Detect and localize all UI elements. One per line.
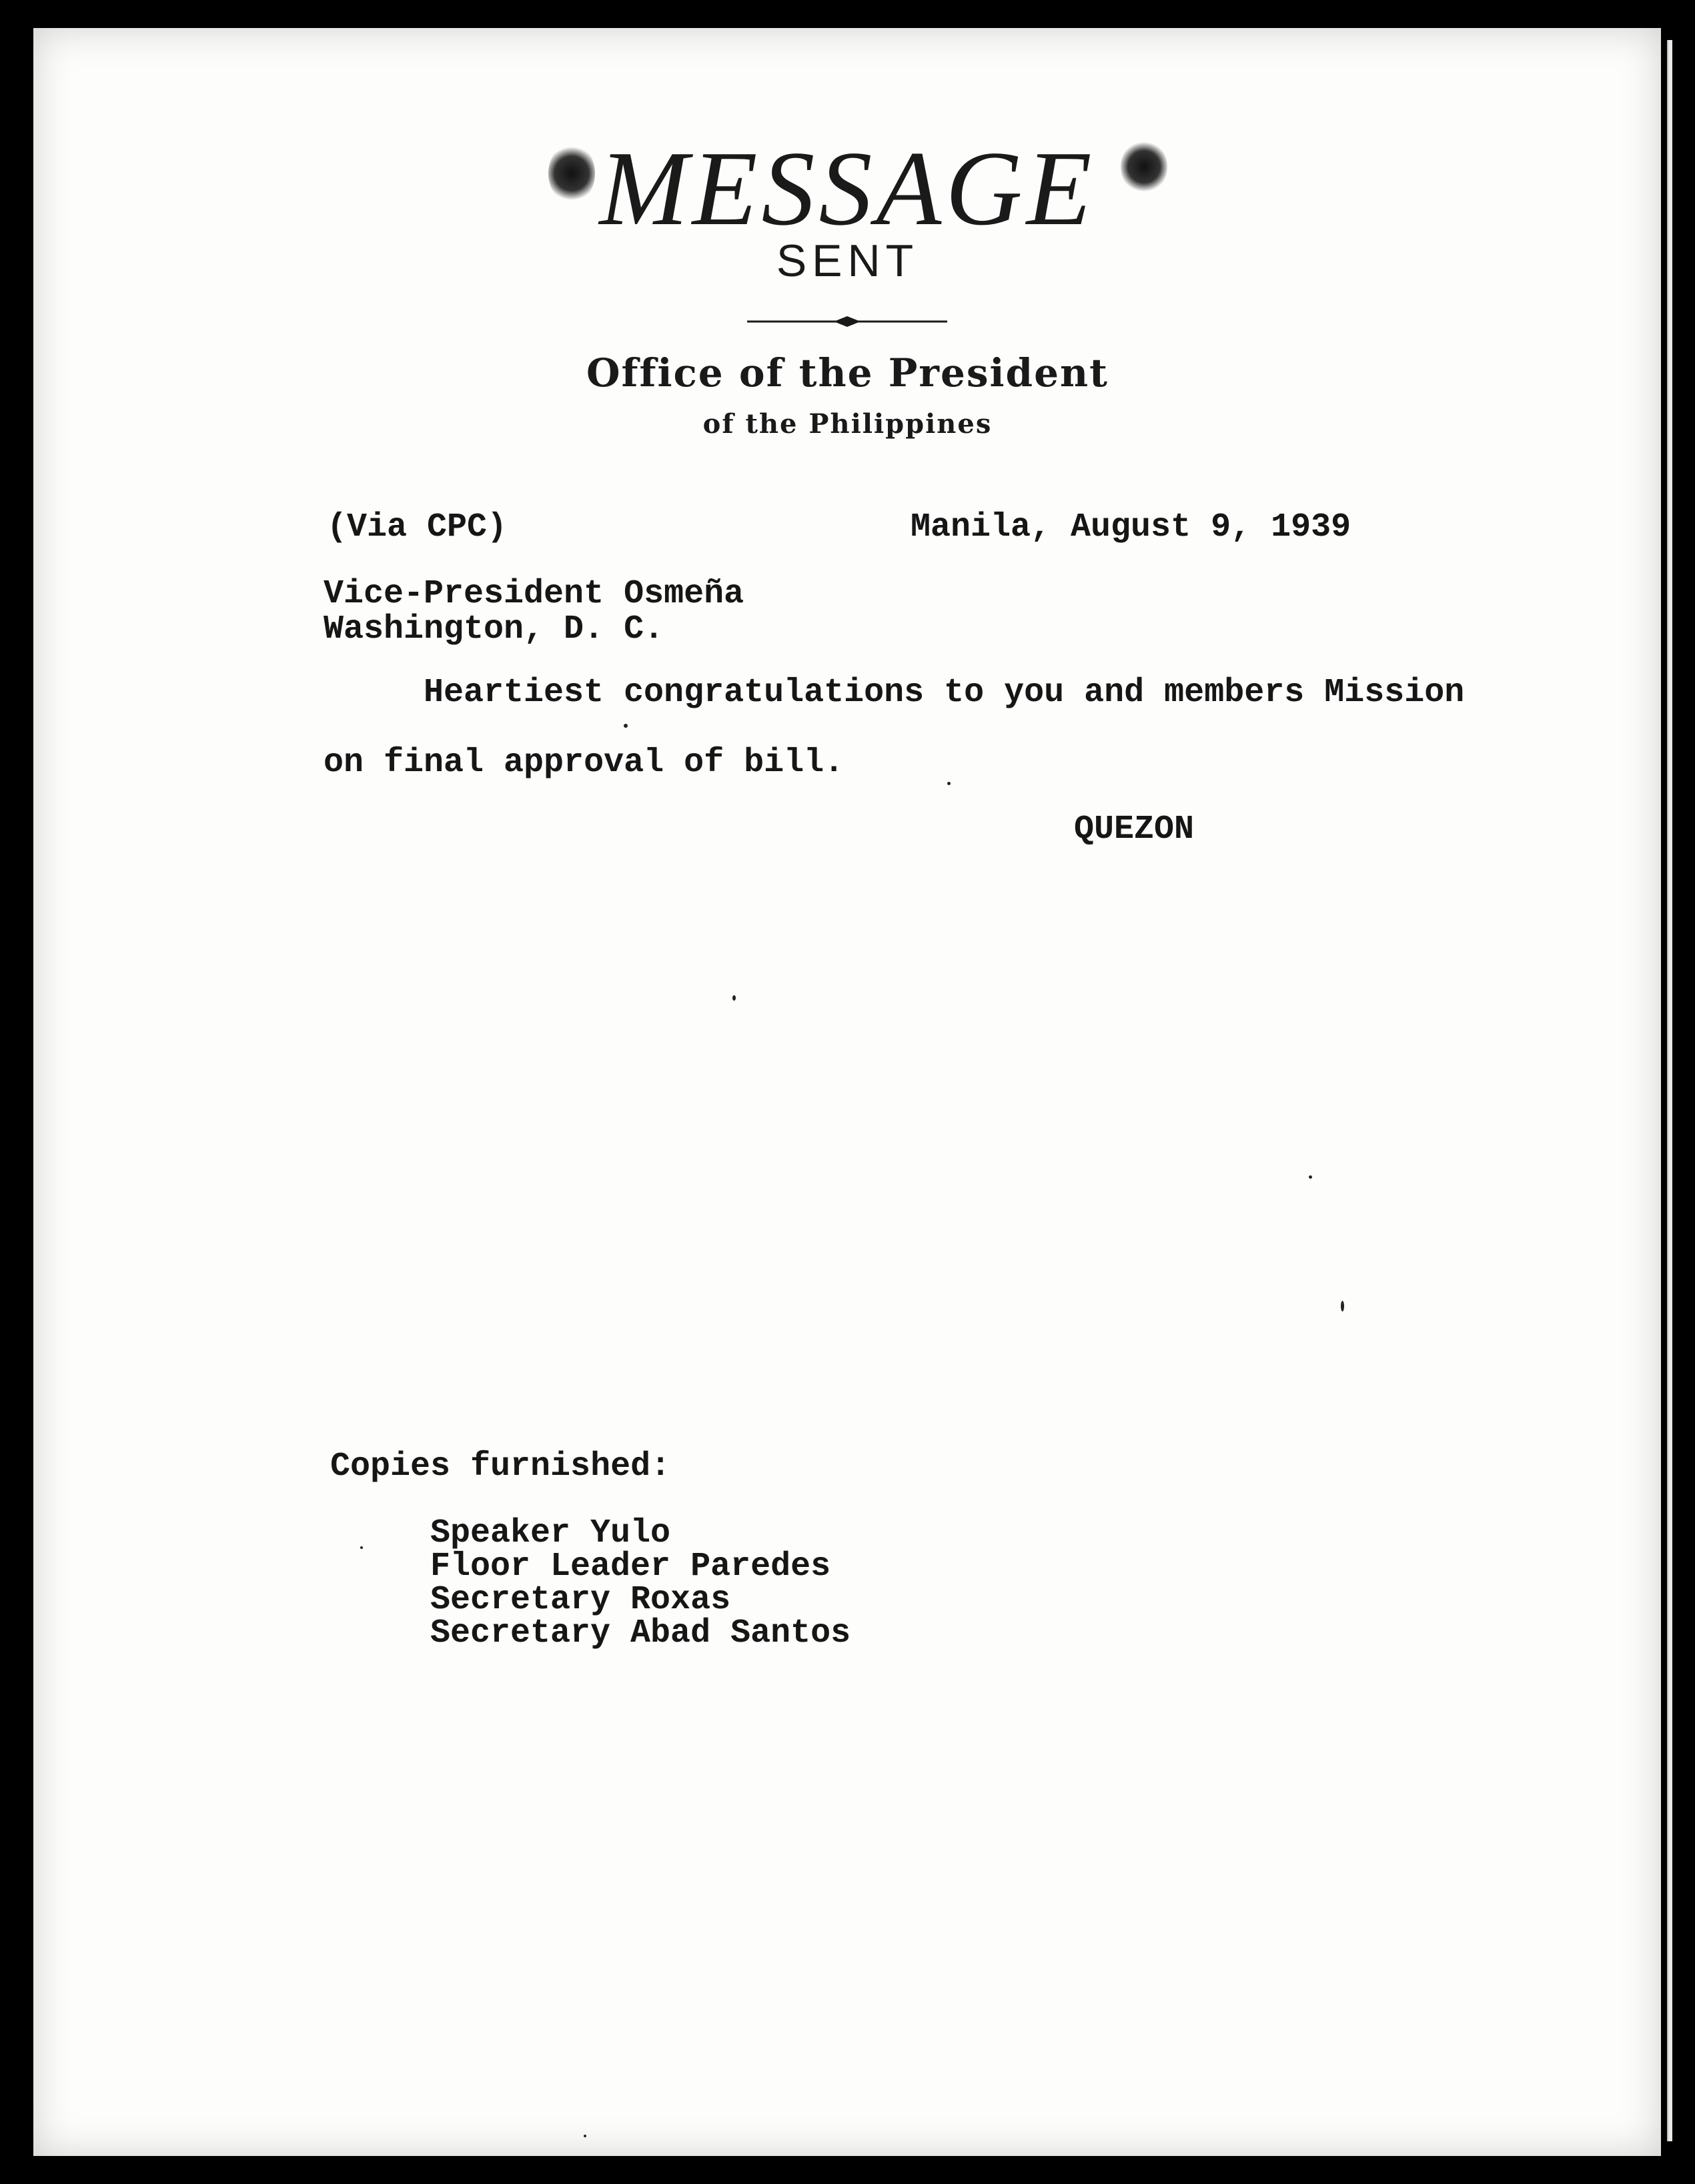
copies-heading: Copies furnished: <box>330 1448 671 1486</box>
ornamental-rule <box>747 315 947 328</box>
place-date: Manila, August 9, 1939 <box>911 508 1351 546</box>
speck <box>360 1546 363 1549</box>
speck <box>624 724 628 728</box>
office-title: Office of the President <box>586 350 1109 396</box>
speck <box>732 995 736 1001</box>
speck <box>1309 1175 1312 1179</box>
office-subtitle: of the Philippines <box>702 408 993 440</box>
paper-sheet <box>33 28 1661 2156</box>
via-line: (Via CPC) <box>327 508 508 546</box>
copies-recipient: Floor Leader Paredes <box>430 1548 831 1586</box>
signature: QUEZON <box>1074 810 1195 849</box>
speck <box>1341 1301 1344 1311</box>
message-subtitle: SENT <box>776 235 919 286</box>
body-line-1: Heartiest congratulations to you and members Mission <box>424 674 1465 712</box>
copies-recipient: Speaker Yulo <box>430 1514 671 1552</box>
message-title: MESSAGE <box>599 129 1096 247</box>
addressee-name: Vice-President Osmeña <box>324 575 744 613</box>
body-line-2: on final approval of bill. <box>324 744 844 782</box>
speck <box>584 2135 586 2137</box>
speck <box>947 782 951 785</box>
addressee-location: Washington, D. C. <box>324 610 664 648</box>
copies-recipient: Secretary Abad Santos <box>430 1614 851 1652</box>
copies-recipient: Secretary Roxas <box>430 1581 731 1619</box>
